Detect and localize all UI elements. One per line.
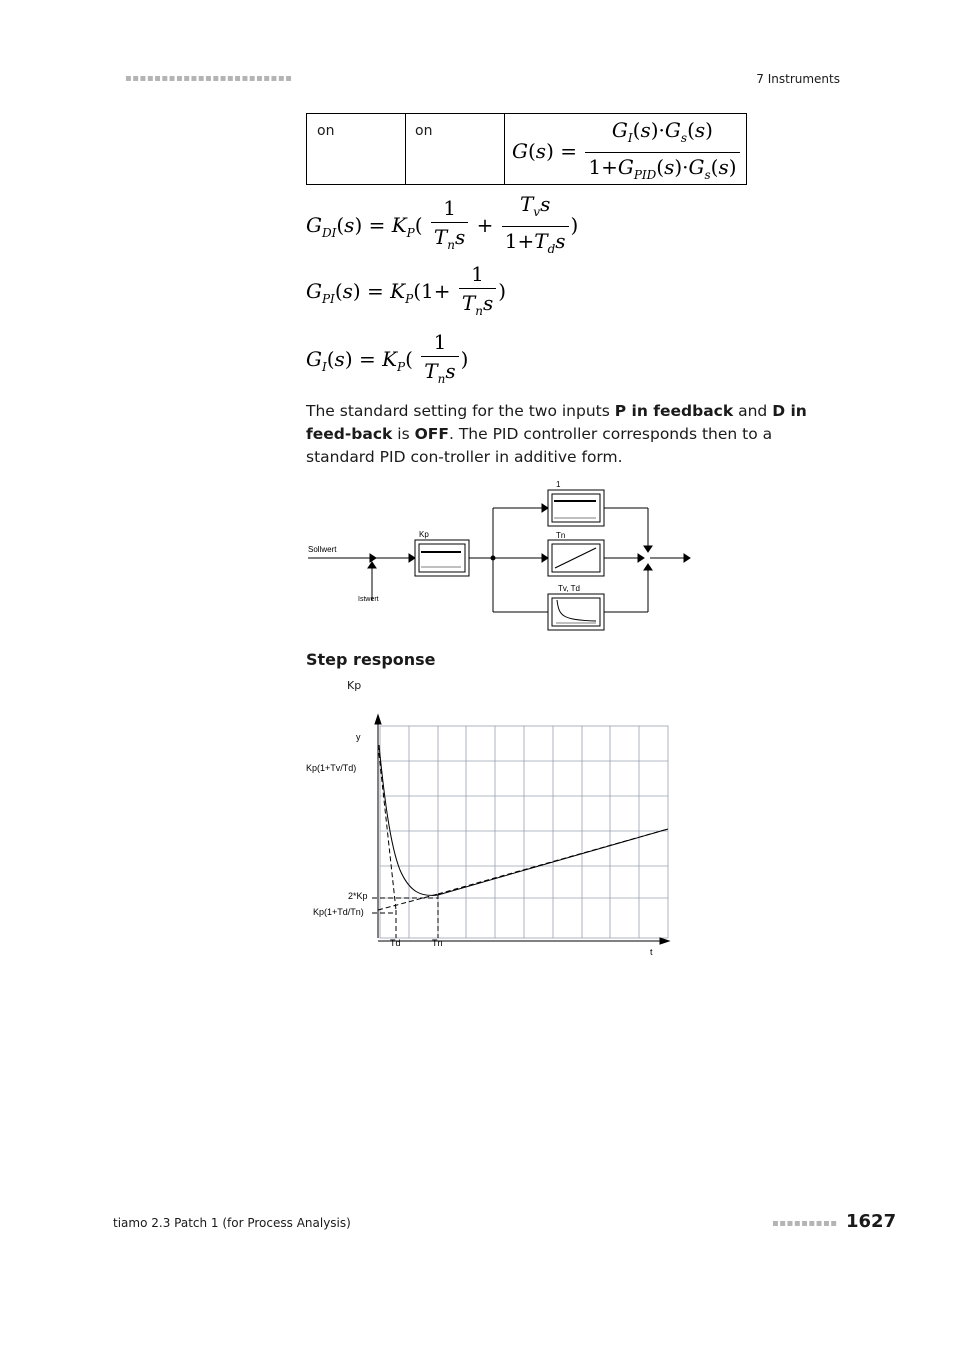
bold-p-in-feedback: P in feedback <box>614 402 734 420</box>
footer-decoration: ▪▪▪▪▪▪▪▪▪ <box>772 1218 838 1229</box>
table-cell-text: on <box>317 123 335 139</box>
text-run: . The PID controller corresponds then to a standard PID con-troller in additive form. <box>306 425 773 466</box>
formula-g: G(s) = $\frac{G_I(s)\cdot G_s(s)}{1+G_{PID}(s)\cdot G_s(s)}$ <box>512 116 742 189</box>
label-peak: Kp(1+Tv/Td) <box>306 763 357 773</box>
block-diagram <box>300 476 700 636</box>
label-block-1: 1 <box>556 480 561 489</box>
table-cell-d-feedback <box>405 114 505 184</box>
label-kp-block: Kp <box>419 530 429 539</box>
text-run: and <box>733 402 773 420</box>
table-cell-text: on <box>415 123 433 139</box>
header-section-title: 7 Instruments <box>756 72 840 86</box>
label-block-tvtd: Tv, Td <box>558 584 580 593</box>
footer-product: tiamo 2.3 Patch 1 (for Process Analysis) <box>113 1216 351 1230</box>
formula-gdi: $G_{DI}(s) = K_P$( $\frac{1}{T_ns}$ + $\frac{T_vs}{1+T_ds}$ ) <box>306 192 579 256</box>
page-number: 1627 <box>846 1211 897 1232</box>
bold-d-in-feedback: D in feed-back <box>306 402 807 443</box>
bold-off: OFF <box>414 425 449 443</box>
description-paragraph <box>306 400 836 469</box>
section-heading-step-response: Step response <box>306 650 436 669</box>
text-run: is <box>392 425 415 443</box>
label-2kp: 2*Kp <box>348 891 368 901</box>
axis-label-t: t <box>650 947 653 957</box>
label-kp-above-graph: Kp <box>347 679 362 692</box>
table-cell-p-feedback <box>307 114 406 184</box>
label-sollwert: Sollwert <box>308 545 337 554</box>
axis-label-y: y <box>356 732 361 742</box>
tick-label-tn: Tn <box>432 938 443 948</box>
header-decoration: ▪▪▪▪▪▪▪▪▪▪▪▪▪▪▪▪▪▪▪▪▪▪▪ <box>125 73 293 84</box>
formula-gi: $G_I(s) = K_P$( $\frac{1}{T_ns}$ ) <box>306 330 469 386</box>
tick-label-td: Td <box>390 938 401 948</box>
label-block-tn: Tn <box>556 531 566 540</box>
label-kp-td-tn: Kp(1+Td/Tn) <box>313 907 364 917</box>
text-run: The standard setting for the two inputs <box>306 402 615 420</box>
label-istwert: Istwert <box>358 596 379 603</box>
settings-table <box>306 113 747 185</box>
table-cell-formula <box>504 114 746 184</box>
formula-gpi: $G_{PI}(s) = K_P(1+$ $\frac{1}{T_ns}$ ) <box>306 262 507 318</box>
step-response-graph <box>300 705 680 965</box>
